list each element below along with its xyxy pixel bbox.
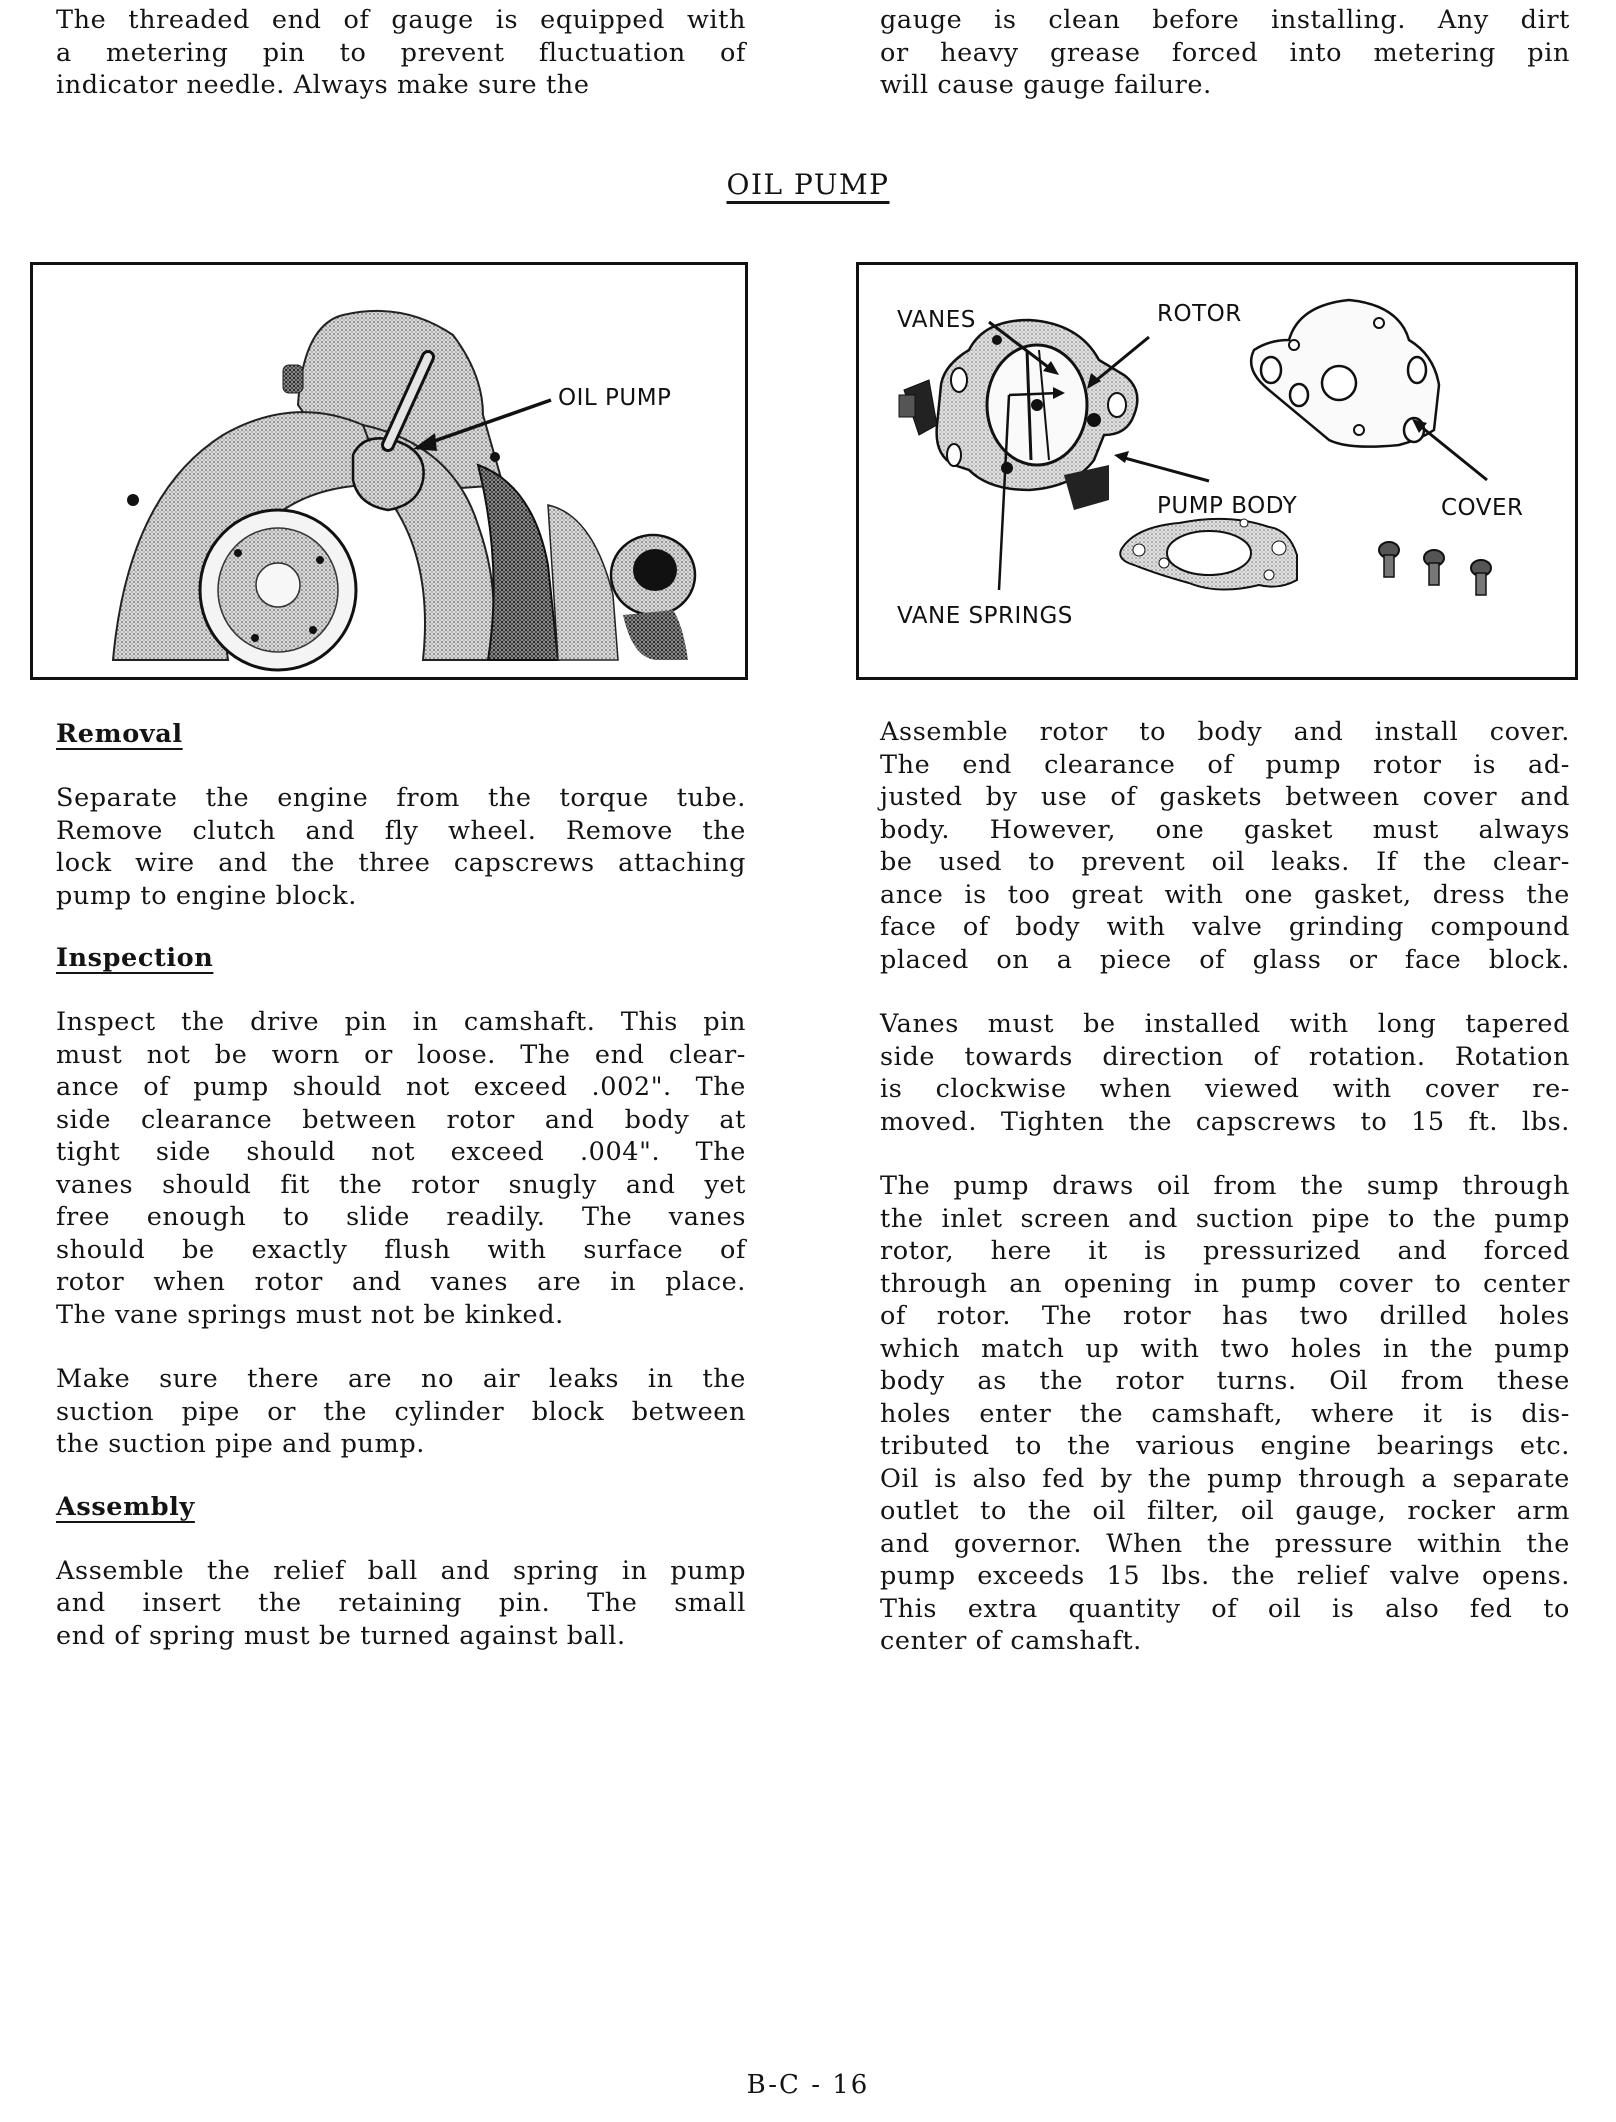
pump-body-drawing <box>899 320 1137 510</box>
text-line: of rotor. The rotor has two drilled holes <box>880 1301 1570 1331</box>
text-line: free enough to slide readily. The vanes <box>56 1202 746 1232</box>
text-line: justed by use of gaskets between cover and <box>880 782 1570 812</box>
text-line: the inlet screen and suction pipe to the pump <box>880 1203 1570 1234</box>
paragraph-removal <box>56 782 746 912</box>
text-line: The threaded end of gauge is equipped with <box>56 5 746 35</box>
text-line: center of camshaft. <box>880 1626 1142 1656</box>
text-line: which match up with two holes in the pump <box>880 1333 1570 1364</box>
text-line: rotor when rotor and vanes are in place. <box>56 1267 746 1297</box>
figure-engine-oil-pump-location <box>30 262 748 680</box>
paragraph-inspection-1 <box>56 1006 746 1331</box>
label-pump-body: PUMP BODY <box>1157 493 1298 519</box>
text-line: a metering pin to prevent fluctuation of <box>56 37 746 68</box>
text-line: pump exceeds 15 lbs. the relief valve opens. <box>880 1561 1570 1591</box>
label-rotor: ROTOR <box>1157 301 1242 327</box>
text-line: lock wire and the three capscrews attaching <box>56 848 746 878</box>
text-line: The vane springs must not be kinked. <box>56 1299 564 1330</box>
text-line: must not be worn or loose. The end clear- <box>56 1039 746 1070</box>
text-line: Separate the engine from the torque tube. <box>56 783 746 813</box>
text-line: Inspect the drive pin in camshaft. This pin <box>56 1007 746 1037</box>
text-line: should be exactly flush with surface of <box>56 1234 746 1265</box>
text-line: Oil is also fed by the pump through a separate <box>880 1463 1570 1494</box>
text-line: This extra quantity of oil is also fed to <box>880 1593 1570 1624</box>
text-line: is clockwise when viewed with cover re- <box>880 1074 1570 1104</box>
text-line: through an opening in pump cover to center <box>880 1268 1570 1299</box>
text-line: vanes should fit the rotor snugly and yet <box>56 1169 746 1200</box>
text-line: Make sure there are no air leaks in the <box>56 1364 746 1394</box>
label-vane-springs: VANE SPRINGS <box>897 603 1073 629</box>
label-vanes: VANES <box>897 307 976 333</box>
text-line: end of spring must be turned against ball. <box>56 1620 626 1651</box>
paragraph-inspection-2 <box>56 1363 746 1461</box>
text-line: rotor, here it is pressurized and forced <box>880 1236 1570 1266</box>
text-line: ance of pump should not exceed .002". The <box>56 1072 746 1102</box>
text-line: tributed to the various engine bearings etc. <box>880 1431 1570 1461</box>
intro-paragraph-right <box>880 4 1570 102</box>
text-line: side towards direction of rotation. Rotation <box>880 1041 1570 1072</box>
paragraph-assembly <box>56 1555 746 1653</box>
paragraph-vanes-installation <box>880 1008 1570 1138</box>
intro-paragraph-left <box>56 4 746 102</box>
heading-assembly: Assembly <box>56 1491 195 1522</box>
text-line: outlet to the oil filter, oil gauge, rocker arm <box>880 1496 1570 1526</box>
section-title-text: OIL PUMP <box>726 168 890 201</box>
text-line: tight side should not exceed .004". The <box>56 1137 746 1167</box>
text-line: side clearance between rotor and body at <box>56 1104 746 1135</box>
text-line: will cause gauge failure. <box>880 70 1212 100</box>
intro-right-column <box>880 4 1570 102</box>
text-line: Assemble the relief ball and spring in pump <box>56 1555 746 1586</box>
text-line: Assemble rotor to body and install cover. <box>880 717 1570 747</box>
label-cover: COVER <box>1441 495 1524 521</box>
intro-left-column <box>56 4 746 102</box>
text-line: and insert the retaining pin. The small <box>56 1588 746 1618</box>
heading-removal: Removal <box>56 719 183 749</box>
text-line: The pump draws oil from the sump through <box>880 1171 1570 1201</box>
heading-inspection: Inspection <box>56 943 214 973</box>
figure-oil-pump-exploded-view <box>856 262 1578 680</box>
text-line: suction pipe or the cylinder block between <box>56 1396 746 1427</box>
left-column <box>56 718 746 1652</box>
cover-drawing <box>1251 300 1439 447</box>
text-line: moved. Tighten the capscrews to 15 ft. lbs. <box>880 1106 1570 1137</box>
text-line: face of body with valve grinding compound <box>880 912 1570 942</box>
text-line: placed on a piece of glass or face block. <box>880 944 1570 975</box>
text-line: pump to engine block. <box>56 880 357 911</box>
gasket-drawing <box>1120 519 1297 590</box>
text-line: Vanes must be installed with long tapered <box>880 1009 1570 1039</box>
engine-illustration <box>33 265 745 677</box>
text-line: gauge is clean before installing. Any dirt <box>880 5 1570 35</box>
text-line: body. However, one gasket must always <box>880 814 1570 845</box>
text-line: be used to prevent oil leaks. If the clear- <box>880 847 1570 877</box>
text-line: holes enter the camshaft, where it is dis- <box>880 1398 1570 1429</box>
text-line: ance is too great with one gasket, dress the <box>880 879 1570 910</box>
text-line: indicator needle. Always make sure the <box>56 70 590 100</box>
label-oil-pump: OIL PUMP <box>558 385 672 411</box>
paragraph-assemble-rotor <box>880 716 1570 976</box>
text-line: the suction pipe and pump. <box>56 1429 425 1459</box>
paragraph-pump-operation <box>880 1170 1570 1658</box>
right-column <box>880 716 1570 1658</box>
section-title <box>0 168 1616 201</box>
text-line: The end clearance of pump rotor is ad- <box>880 749 1570 780</box>
text-line: or heavy grease forced into metering pin <box>880 37 1570 68</box>
text-line: and governor. When the pressure within the <box>880 1528 1570 1559</box>
page-number: B-C - 16 <box>746 2070 870 2100</box>
text-line: body as the rotor turns. Oil from these <box>880 1366 1570 1396</box>
capscrews-drawing <box>1379 542 1491 595</box>
text-line: Remove clutch and fly wheel. Remove the <box>56 815 746 846</box>
